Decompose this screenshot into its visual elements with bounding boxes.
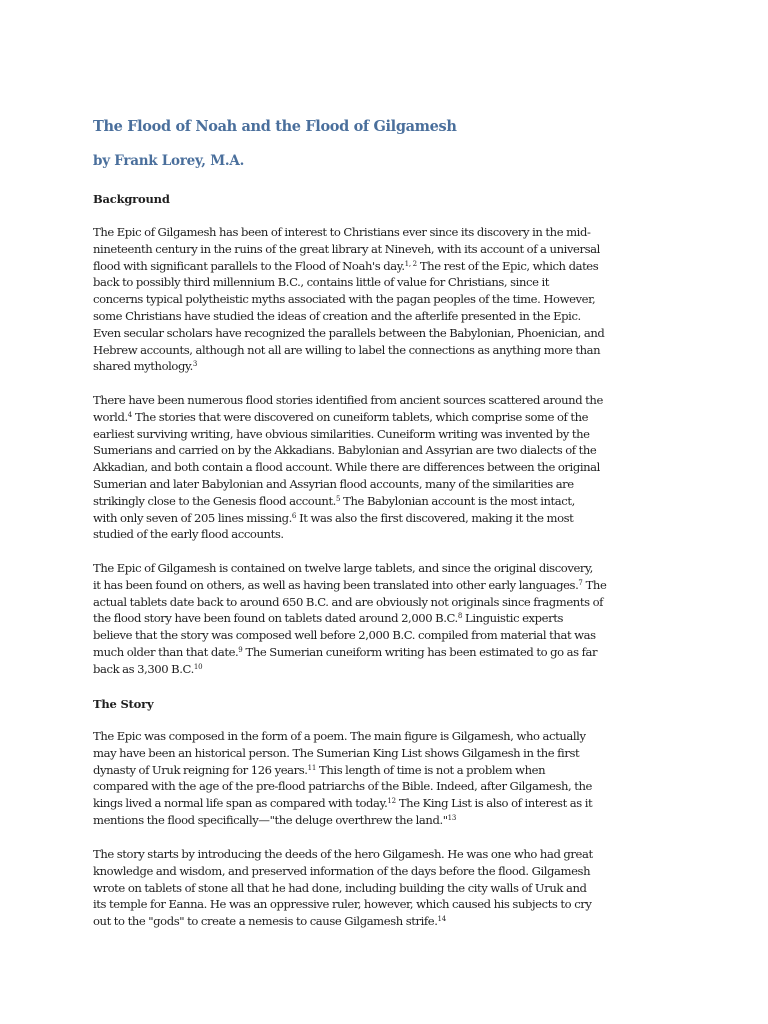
text-line: compared with the age of the pre-flood patriarchs of the Bible. Indeed, after Gilgamesh, the [93,779,592,794]
paragraph-story-2 [93,846,683,930]
document-title: The Flood of Noah and the Flood of Gilgamesh [93,118,457,135]
text-line: may have been an historical person. The Sumerian King List shows Gilgamesh in the first [93,745,580,760]
text-line: Hebrew accounts, although not all are willing to label the connections as anything more than [93,342,601,357]
text-line: Even secular scholars have recognized the parallels between the Babylonian, Phoenician, and [93,325,605,340]
footnote-ref[interactable]: 4 [127,410,133,419]
text-line: out to the "gods" to create a nemesis to cause Gilgamesh strife.$^{14}$ [93,914,447,929]
text-line: back to possibly third millennium B.C., contains little of value for Christians, since it [93,275,550,290]
text-line: some Christians have studied the ideas of creation and the afterlife presented in the Epic. [93,308,581,323]
text-line: The Epic of Gilgamesh is contained on twelve large tablets, and since the original discovery, [93,561,593,575]
footnote-ref[interactable]: 10 [193,662,203,671]
text-line: strikingly close to the Genesis flood account.$^5$ The Babylonian account is the most intact, [93,493,575,508]
text-line: Akkadian, and both contain a flood account. While there are differences between the original [93,460,600,475]
text-line: earliest surviving writing, have obvious similarities. Cuneiform writing was invented by the [93,426,590,441]
footnote-ref[interactable]: 14 [437,915,447,924]
text-line: Sumerian and later Babylonian and Assyrian flood accounts, many of the similarities are [93,476,574,491]
footnote-ref[interactable]: 1, 2 [404,259,417,268]
text-line: kings lived a normal life span as compared with today.$^{12}$ The King List is also of interest as it [93,796,593,811]
section-heading-background: Background [93,192,170,206]
text-line: the flood story have been found on tablets dated around 2,000 B.C.$^8$ Linguistic experts [93,611,563,626]
footnote-ref[interactable]: 8 [457,612,463,621]
footnote-ref[interactable]: 3 [192,360,198,369]
text-line: flood with significant parallels to the Flood of Noah's day.$^{1, 2}$ The rest of the Epic, which dates [93,258,599,273]
footnote-ref[interactable]: 6 [291,511,297,520]
text-line: world.$^4$ The stories that were discovered on cuneiform tablets, which comprise some of the [93,409,589,424]
footnote-ref[interactable]: 11 [307,763,317,772]
text-line: studied of the early flood accounts. [93,527,284,542]
text-line: The Epic was composed in the form of a poem. The main figure is Gilgamesh, who actually [93,729,586,743]
paragraph-background-2 [93,392,683,543]
text-line: The Epic of Gilgamesh has been of interest to Christians ever since its discovery in the mid- [93,225,591,239]
text-line: believe that the story was composed well before 2,000 B.C. compiled from material that was [93,628,596,643]
footnote-ref[interactable]: 7 [578,578,583,587]
footnote-ref[interactable]: 5 [335,494,341,503]
text-line: mentions the flood specifically—"the deluge overthrew the land."$^{13}$ [93,812,457,827]
footnote-ref[interactable]: 12 [387,797,396,806]
text-line: wrote on tablets of stone all that he had done, including building the city walls of Uruk and [93,880,587,895]
paragraph-background-3 [93,560,683,678]
text-line: There have been numerous flood stories identified from ancient sources scattered around the [93,393,603,407]
text-line: nineteenth century in the ruins of the great library at Nineveh, with its account of a universal [93,241,600,256]
text-line: actual tablets date back to around 650 B.C. and are obviously not originals since fragments of [93,594,604,609]
text-line: Sumerians and carried on by the Akkadians. Babylonian and Assyrian are two dialects of the [93,443,597,458]
text-line: back as 3,300 B.C.$^{10}$ [93,661,203,676]
section-heading-the-story: The Story [93,697,154,711]
text-line: concerns typical polytheistic myths associated with the pagan peoples of the time. However, [93,292,596,307]
footnote-ref[interactable]: 13 [447,813,457,822]
text-line: much older than that date.$^9$ The Sumerian cuneiform writing has been estimated to go as far [93,644,598,659]
text-line: The story starts by introducing the deeds of the hero Gilgamesh. He was one who had great [93,847,593,861]
footnote-ref[interactable]: 9 [238,645,243,654]
text-line: knowledge and wisdom, and preserved information of the days before the flood. Gilgamesh [93,863,591,878]
author-byline: by Frank Lorey, M.A. [93,153,245,169]
paragraph-story-1 [93,728,683,829]
text-line: it has been found on others, as well as having been translated into other early languages.$^7$ The [93,577,607,592]
text-line: its temple for Eanna. He was an oppressive ruler, however, which caused his subjects to cry [93,897,592,912]
paragraph-background-1 [93,224,683,375]
text-line: dynasty of Uruk reigning for 126 years.$^{11}$ This length of time is not a problem when [93,762,546,777]
text-line: with only seven of 205 lines missing.$^6$ It was also the first discovered, making it the most [93,510,574,525]
text-line: shared mythology.$^3$ [93,359,198,374]
